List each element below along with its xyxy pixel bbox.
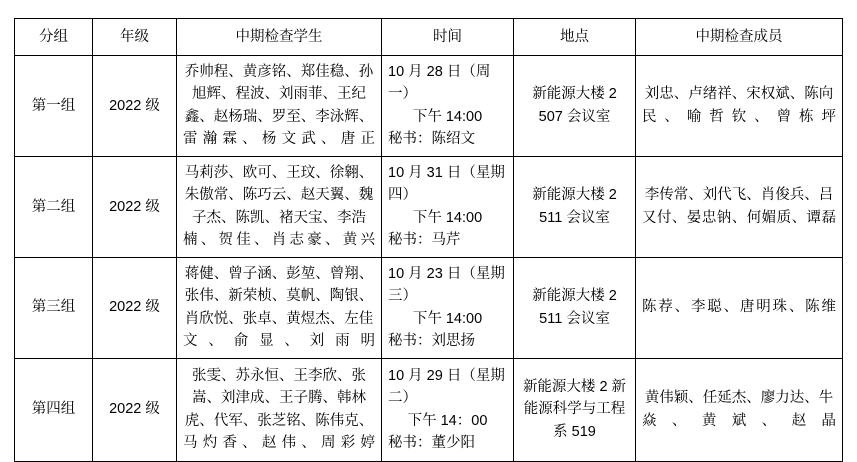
column-header-members: 中期检查成员 (636, 19, 843, 56)
time-hour: 下午 14:00 (412, 108, 483, 125)
time-hour: 下午 14:00 (412, 209, 483, 226)
table-body (15, 56, 843, 462)
column-header-group: 分组 (15, 19, 93, 56)
table-row (15, 156, 843, 257)
cell-members: 刘忠、卢绪祥、宋权斌、陈向民、喻哲钦、曾栋坪 (636, 56, 843, 157)
table-row (15, 257, 843, 358)
cell-group: 第二组 (15, 156, 93, 257)
time-date: 10 月 23 日（星期三） (388, 265, 505, 305)
table-row (15, 358, 843, 461)
cell-place: 新能源大楼 2 511 会议室 (514, 257, 636, 358)
cell-students: 马莉莎、欧可、王玟、徐翱、朱傲常、陈巧云、赵天翼、魏子杰、陈凯、褚天宝、李浩楠、贺佳、肖志豪、黄兴 (177, 156, 382, 257)
midterm-check-schedule-table (14, 18, 843, 462)
time-date: 10 月 31 日（星期四） (388, 164, 505, 204)
cell-members: 李传常、刘代飞、肖俊兵、吕又付、晏忠钠、何媚质、谭磊 (636, 156, 843, 257)
time-hour: 下午 14：00 (407, 412, 488, 429)
cell-members: 陈荐、李聪、唐明珠、陈维 (636, 257, 843, 358)
cell-place: 新能源大楼 2 511 会议室 (514, 156, 636, 257)
column-header-place: 地点 (514, 19, 636, 56)
cell-place: 新能源大楼 2 507 会议室 (514, 56, 636, 157)
cell-grade: 2022 级 (93, 56, 177, 157)
cell-place: 新能源大楼 2 新能源科学与工程系 519 (514, 358, 636, 461)
time-secretary: 秘书：马芹 (388, 232, 461, 249)
cell-group: 第四组 (15, 358, 93, 461)
cell-group: 第三组 (15, 257, 93, 358)
cell-students: 张雯、苏永恒、王李欣、张嵩、刘津成、王子腾、韩林虎、代军、张芝铭、陈伟克、马灼香、赵伟、周彩婷 (177, 358, 382, 461)
cell-grade: 2022 级 (93, 257, 177, 358)
cell-time (382, 156, 514, 257)
table-header (15, 19, 843, 56)
cell-group: 第一组 (15, 56, 93, 157)
cell-grade: 2022 级 (93, 156, 177, 257)
cell-students: 乔帅程、黄彦铭、郑佳稳、孙旭辉、程波、刘雨菲、王纪鑫、赵杨瑞、罗至、李泳辉、雷瀚霖、杨文武、唐正 (177, 56, 382, 157)
time-secretary: 秘书：刘思扬 (388, 333, 475, 350)
time-hour: 下午 14:00 (412, 310, 483, 327)
column-header-grade: 年级 (93, 19, 177, 56)
cell-time (382, 257, 514, 358)
time-secretary: 秘书：陈绍文 (388, 131, 475, 148)
cell-members: 黄伟颖、任延杰、廖力达、牛焱、黄斌、赵晶 (636, 358, 843, 461)
cell-time (382, 358, 514, 461)
table-row (15, 56, 843, 157)
column-header-time: 时间 (382, 19, 514, 56)
time-date: 10 月 29 日（星期二） (388, 367, 505, 407)
cell-grade: 2022 级 (93, 358, 177, 461)
column-header-students: 中期检查学生 (177, 19, 382, 56)
cell-time (382, 56, 514, 157)
time-date: 10 月 28 日（周一） (388, 64, 491, 103)
time-secretary: 秘书：董少阳 (388, 435, 475, 452)
cell-students: 蒋健、曾子涵、彭堃、曾翔、张伟、新荣桢、莫帆、陶银、肖欣悦、张卓、黄煜杰、左佳文、俞显、刘雨明 (177, 257, 382, 358)
table-header-row (15, 19, 843, 56)
